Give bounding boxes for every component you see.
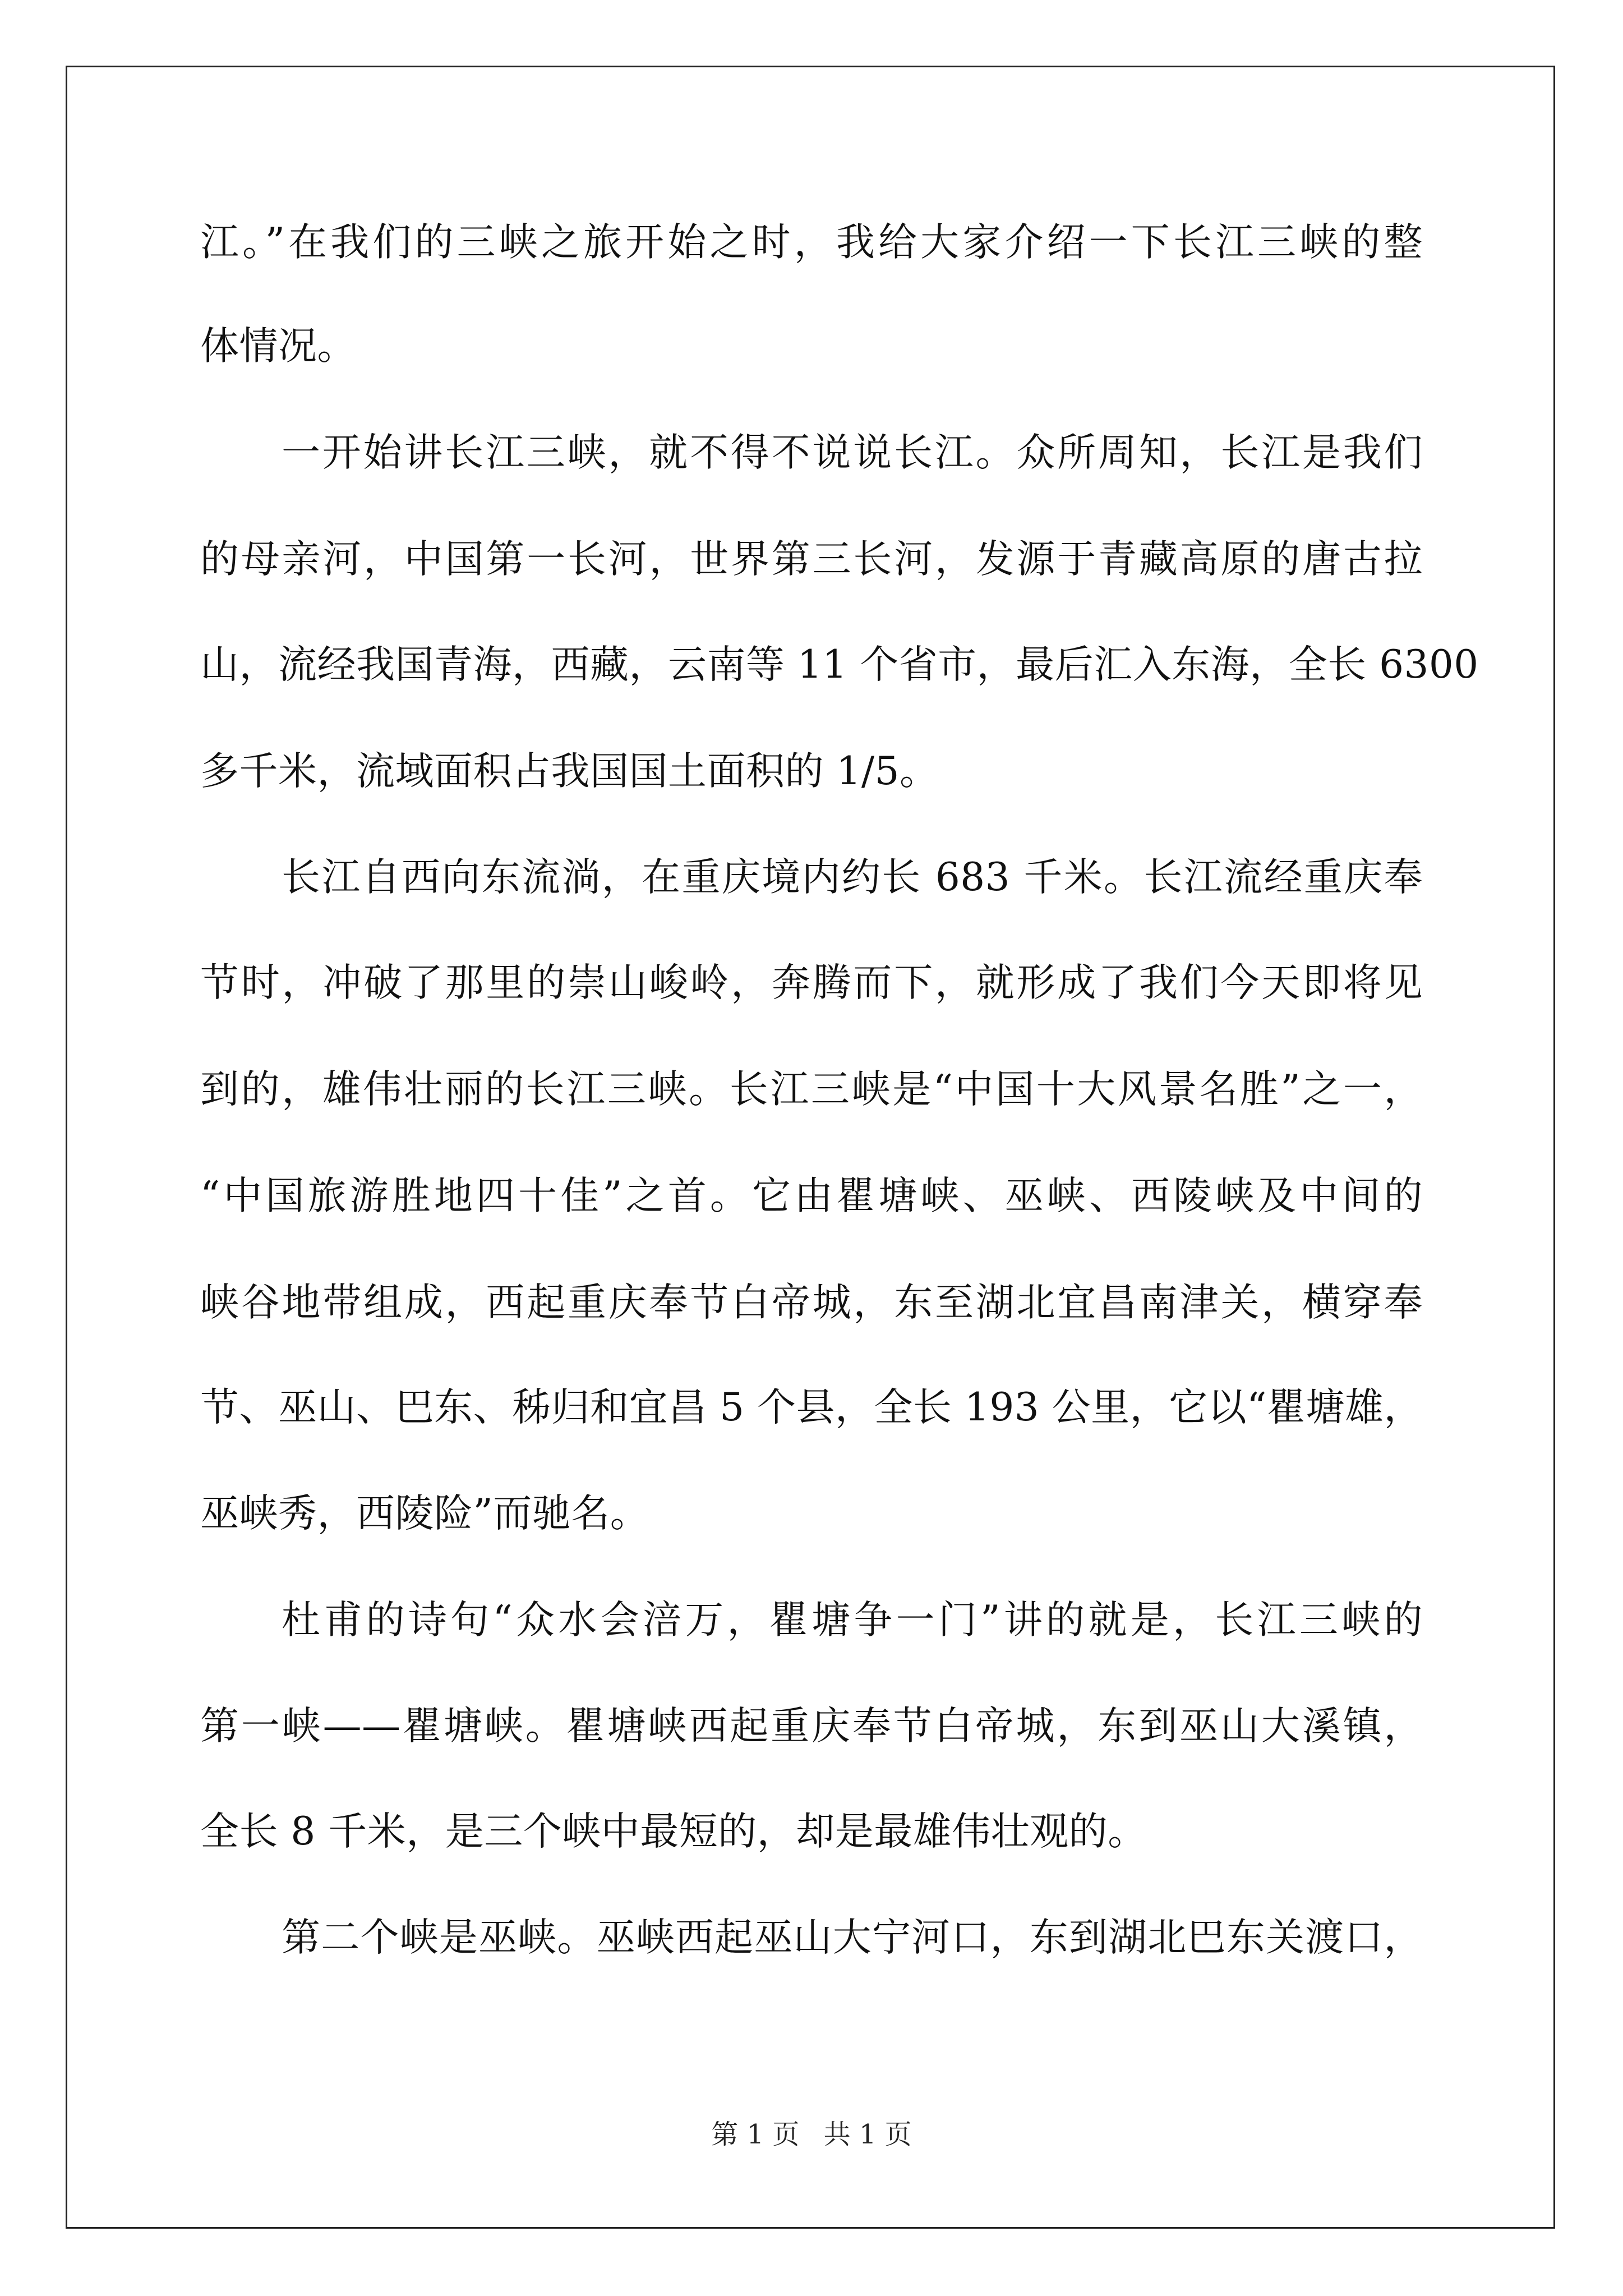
text-line: 第二个峡是巫峡。巫峡西起巫山大宁河口，东到湖北巴东关渡口， [282,1915,1423,1960]
page-footer [0,2118,1623,2151]
text-line: 节、巫山、巴东、秭归和宜昌 5 个县，全长 193 公里，它以“瞿塘雄， [200,1385,1423,1430]
text-line: 第一峡——瞿塘峡。瞿塘峡西起重庆奉节白帝城，东到巫山大溪镇， [200,1704,1423,1749]
text-line: 一开始讲长江三峡，就不得不说说长江。众所周知，长江是我们 [282,430,1423,475]
page-total: 共 1 页 [823,2119,912,2150]
page-border [66,66,1555,2229]
text-line: 的母亲河，中国第一长河，世界第三长河，发源于青藏高原的唐古拉 [200,537,1423,582]
text-line: 江。”在我们的三峡之旅开始之时，我给大家介绍一下长江三峡的整 [200,220,1423,265]
text-line: 长江自西向东流淌，在重庆境内约长 683 千米。长江流经重庆奉 [282,855,1423,900]
text-line: 到的，雄伟壮丽的长江三峡。长江三峡是“中国十大风景名胜”之一， [200,1067,1423,1112]
page-number: 第 1 页 [711,2119,800,2150]
text-line: 山，流经我国青海，西藏，云南等 11 个省市，最后汇入东海，全长 6300 [200,642,1479,687]
text-line: 多千米，流域面积占我国国土面积的 1/5。 [200,749,939,794]
text-line: 体情况。 [200,324,356,369]
text-line: 杜甫的诗句“众水会涪万，瞿塘争一门”讲的就是，长江三峡的 [282,1598,1423,1642]
text-line: 节时，冲破了那里的崇山峻岭，奔腾而下，就形成了我们今天即将见 [200,960,1423,1005]
text-line: 峡谷地带组成，西起重庆奉节白帝城，东至湖北宜昌南津关，横穿奉 [200,1280,1423,1325]
text-line: 全长 8 千米，是三个峡中最短的，却是最雄伟壮观的。 [200,1809,1147,1854]
text-line: 巫峡秀，西陵险”而驰名。 [200,1491,649,1536]
text-line: “中国旅游胜地四十佳”之首。它由瞿塘峡、巫峡、西陵峡及中间的 [200,1174,1423,1218]
